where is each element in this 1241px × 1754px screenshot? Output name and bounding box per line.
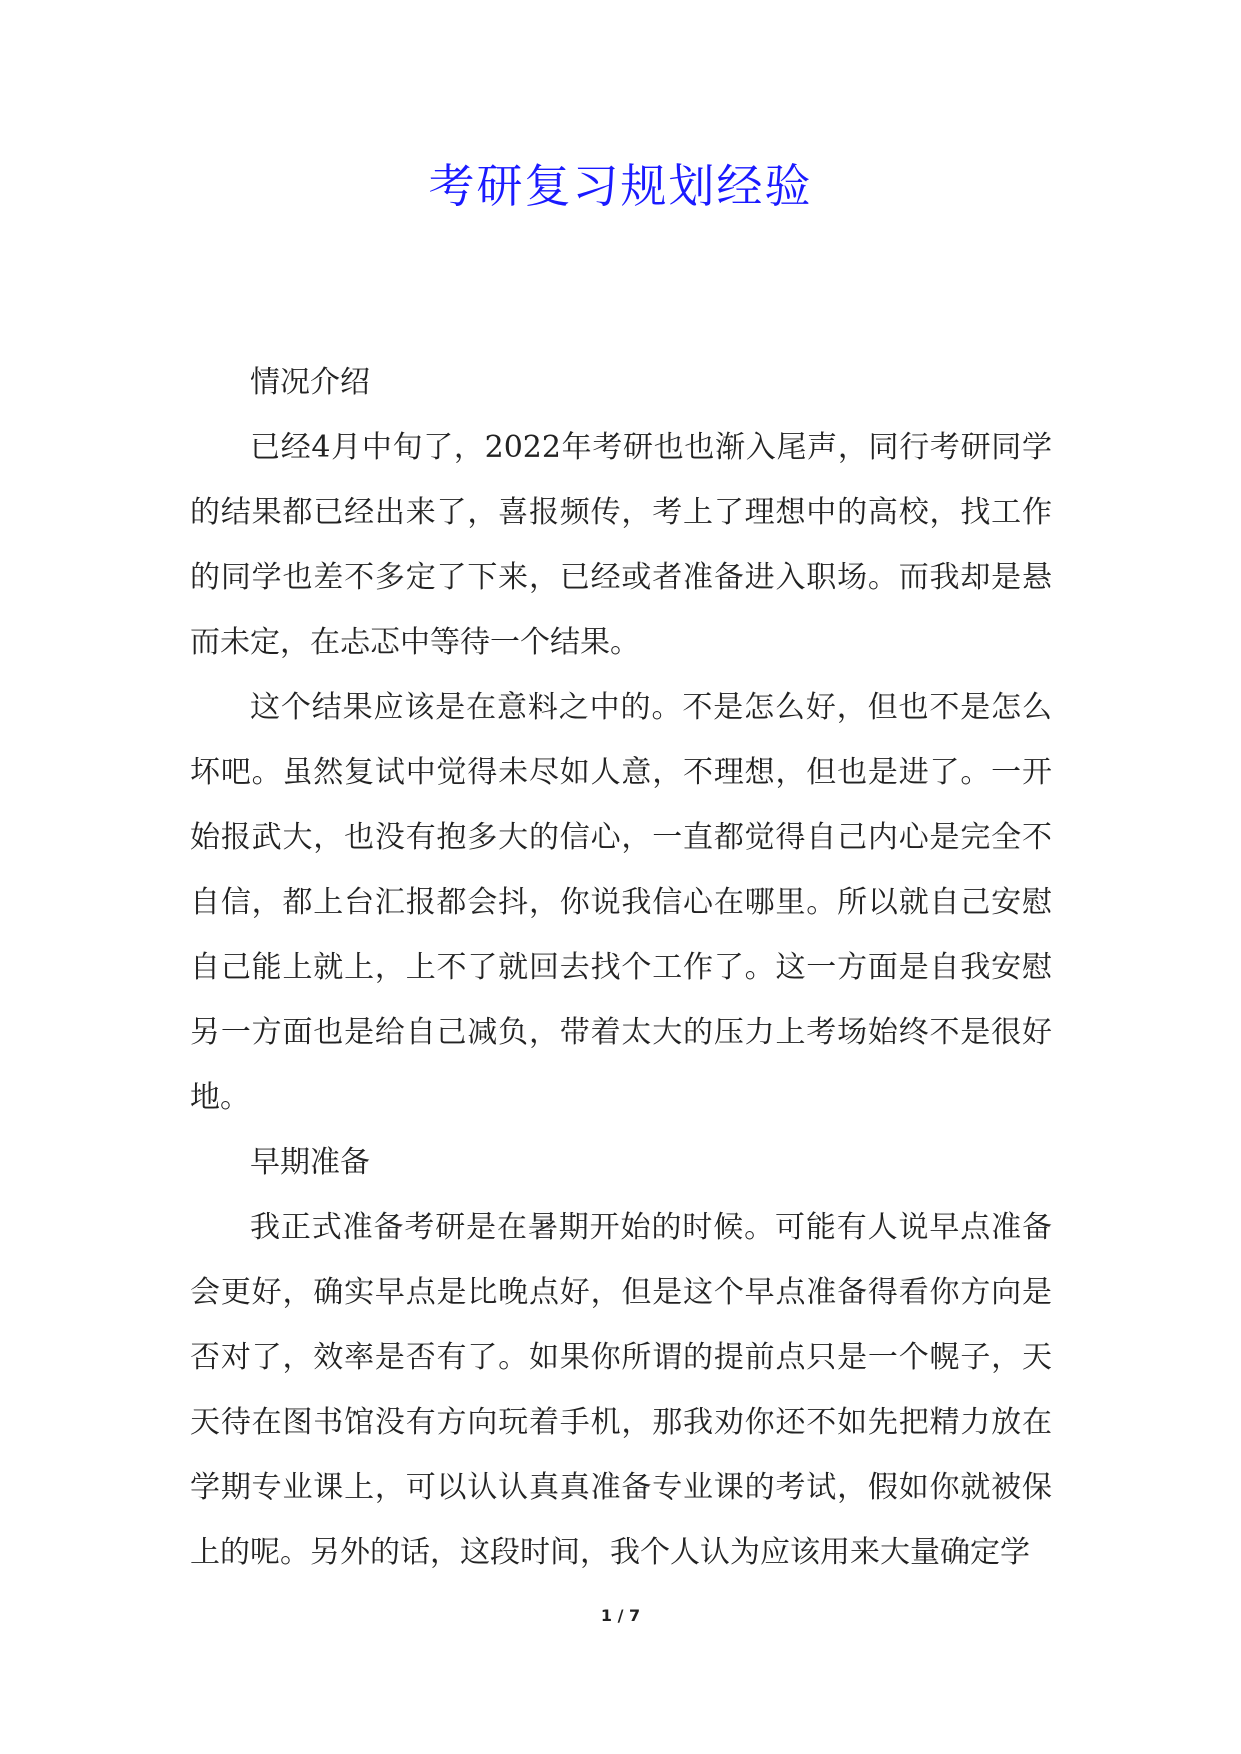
section-heading-intro: 情况介绍 bbox=[250, 365, 370, 400]
document-body bbox=[190, 350, 1052, 1585]
body-paragraph: 已经4月中旬了，2022年考研也也渐入尾声，同行考研同学的结果都已经出来了，喜报频传，考上了理想中的高校，找工作的同学也差不多定了下来，已经或者准备进入职场。而我却是悬而未定，在忐忑中等待一个结果。 bbox=[190, 430, 1052, 660]
section-heading-early-prep: 早期准备 bbox=[250, 1145, 370, 1180]
body-paragraph: 我正式准备考研是在暑期开始的时候。可能有人说早点准备会更好，确实早点是比晚点好，但是这个早点准备得看你方向是否对了，效率是否有了。如果你所谓的提前点只是一个幌子，天天待在图书馆没有方向玩着手机，那我劝你还不如先把精力放在学期专业课上，可以认认真真准备专业课的考试，假如你就被保上的呢。另外的话，这段时间，我个人认为应该用来大量确定学 bbox=[190, 1210, 1052, 1570]
document-title: 考研复习规划经验 bbox=[428, 159, 813, 213]
page-number: 1 / 7 bbox=[600, 1606, 641, 1625]
body-paragraph: 这个结果应该是在意料之中的。不是怎么好，但也不是怎么坏吧。虽然复试中觉得未尽如人意，不理想，但也是进了。一开始报武大，也没有抱多大的信心，一直都觉得自己内心是完全不自信，都上台汇报都会抖，你说我信心在哪里。所以就自己安慰自己能上就上，上不了就回去找个工作了。这一方面是自我安慰另一方面也是给自己减负，带着太大的压力上考场始终不是很好地。 bbox=[190, 690, 1052, 1115]
